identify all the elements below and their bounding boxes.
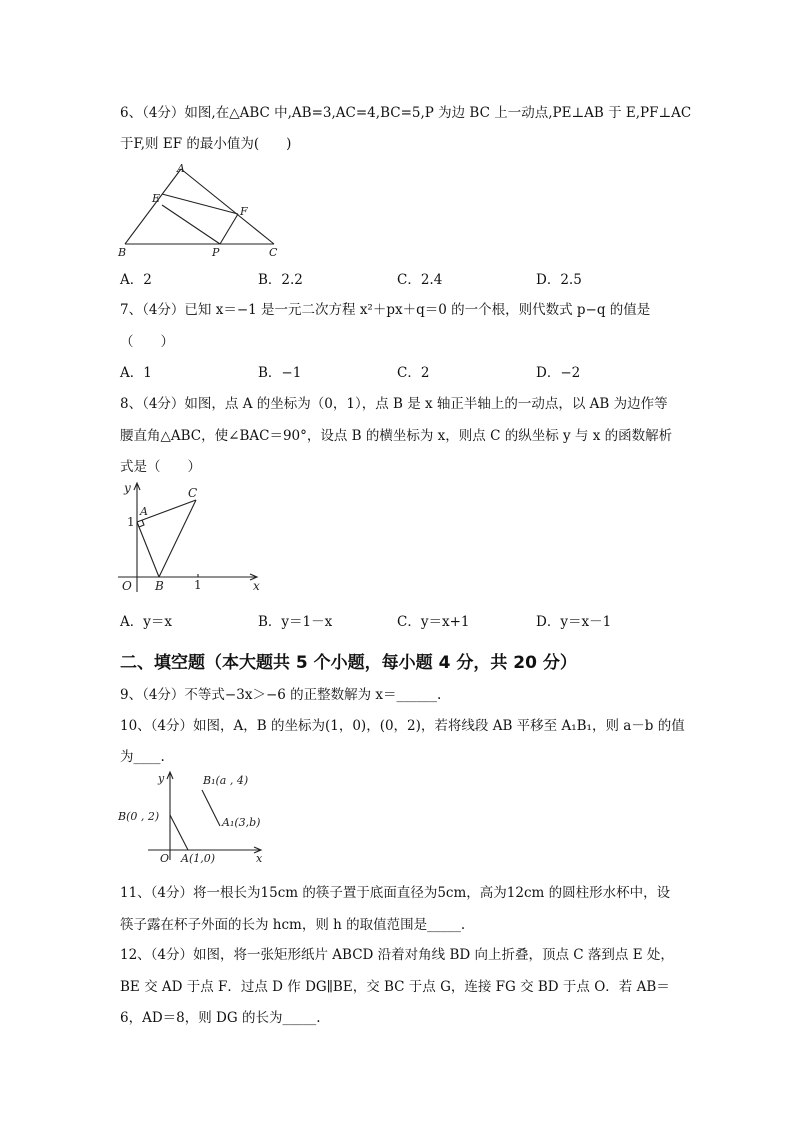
q8-coordinate-figure [118,480,278,595]
q6-option-c[interactable]: C．2.4 [397,272,443,288]
q8-text-line2: 腰直角△ABC，使∠BAC＝90°，设点 B 的横坐标为 x，则点 C 的纵坐标 y 与 x 的函数解析 [120,428,673,444]
section-2-heading: 二、填空题（本大题共 5 个小题，每小题 4 分，共 20 分） [120,653,577,673]
q8-label-one-x: 1 [194,578,202,592]
q10-label-a: A(1,0) [181,852,216,865]
q7-option-c[interactable]: C．2 [397,365,430,381]
q12-text-line2: BE 交 AD 于点 F．过点 D 作 DG∥BE，交 BC 于点 G，连接 FG 交 BD 于点 O．若 AB＝ [120,979,670,995]
q6-label-e: E [152,192,161,205]
q10-text-line2: 为____. [120,749,165,765]
q8-label-c: C [188,486,198,500]
q8-label-x: x [253,579,260,593]
q8-option-a[interactable]: A．y＝x [120,614,172,630]
q6-option-a[interactable]: A．2 [120,272,152,288]
q10-label-b1: B₁(a , 4) [203,774,249,787]
q10-label-y: y [158,772,165,785]
q6-label-b: B [118,246,127,259]
q6-option-d[interactable]: D．2.5 [536,272,582,288]
q6-label-f: F [240,205,248,218]
q8-label-one-y: 1 [127,515,135,529]
q11-text-line2: 筷子露在杯子外面的长为 hcm，则 h 的取值范围是_____. [120,917,466,933]
q10-label-x: x [256,852,263,865]
q6-option-b[interactable]: B．2.2 [258,272,303,288]
q6-text-line1: 6、（4分）如图,在△ABC 中,AB=3,AC=4,BC=5,P 为边 BC 上一动点,PE⊥AB 于 E,PF⊥AC [120,105,692,121]
q7-text-line2: （ ） [120,334,174,350]
q8-option-b[interactable]: B．y＝1－x [258,614,333,630]
q11-text-line1: 11、（4分）将一根长为15cm 的筷子置于底面直径为5cm，高为12cm 的圆柱形水杯中，设 [120,885,671,901]
q6-segment-pe [162,205,220,244]
q6-text-line2: 于F,则 EF 的最小值为( ) [120,136,292,152]
q8-option-c[interactable]: C．y＝x+1 [397,614,470,630]
q12-text-line3: 6，AD＝8，则 DG 的长为_____. [120,1010,321,1026]
q6-side-ab [125,169,181,244]
q8-label-b: B [155,579,164,593]
q10-segment-a1b1 [202,790,220,826]
q10-label-o: O [160,852,170,865]
q7-option-d[interactable]: D．−2 [536,365,581,381]
q6-triangle-figure [118,162,298,262]
q8-label-y: y [124,481,131,495]
q8-option-d[interactable]: D．y＝x－1 [536,614,612,630]
q10-coordinate-figure [118,770,278,870]
q6-side-ac [181,169,274,244]
q6-label-a: A [177,162,185,175]
q7-option-a[interactable]: A．1 [120,365,152,381]
q6-label-c: C [269,246,278,259]
q8-segment-ab [137,522,159,577]
q8-label-o: O [122,579,132,593]
q10-label-b: B(0 , 2) [118,810,160,823]
q8-text-line3: 式是（ ） [120,459,201,475]
q9-text-line1: 9、（4分）不等式−3x＞−6 的正整数解为 x＝______. [120,687,442,703]
q7-option-b[interactable]: B．−1 [258,365,302,381]
q12-text-line1: 12、（4分）如图，将一张矩形纸片 ABCD 沿着对角线 BD 向上折叠，顶点 C 落到点 E 处， [120,947,674,963]
q7-text-line1: 7、（4分）已知 x＝−1 是一元二次方程 x²＋px＋q＝0 的一个根，则代数式 p−q 的值是 [120,302,651,318]
q8-label-a: A [140,505,148,518]
q10-text-line1: 10、（4分）如图，A，B 的坐标为(1，0)，(0，2)，若将线段 AB 平移至 A₁B₁，则 a－b 的值 [120,718,685,734]
q6-segment-pf [220,214,238,244]
q6-label-p: P [212,246,220,259]
q8-text-line1: 8、（4分）如图，点 A 的坐标为（0，1），点 B 是 x 轴正半轴上的一动点，以 AB 为边作等 [120,396,668,412]
q6-segment-ef [162,194,238,214]
q10-segment-ab [170,815,188,850]
q10-label-a1: A₁(3,b) [222,816,261,829]
